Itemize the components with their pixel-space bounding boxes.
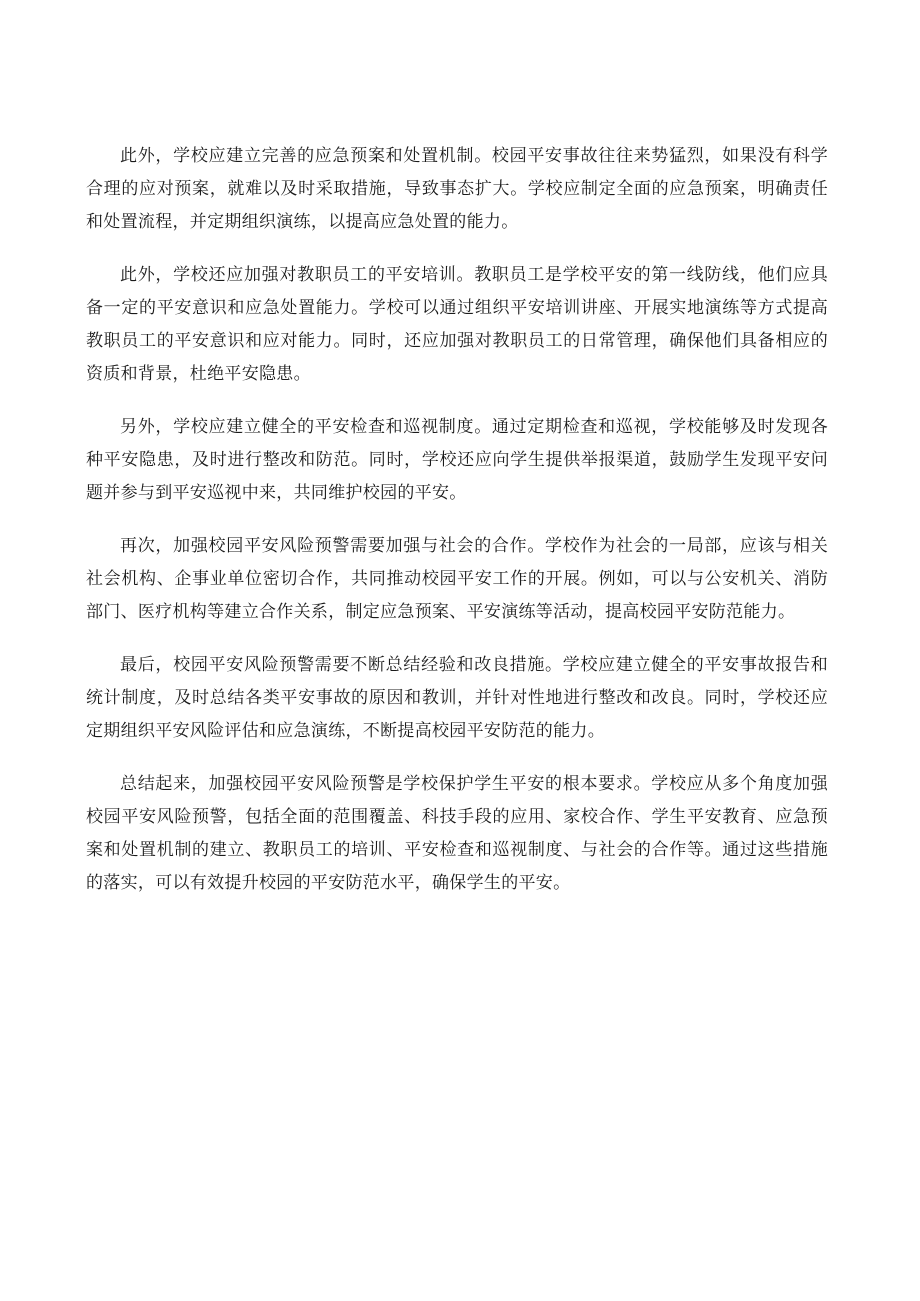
paragraph-staff-training: 此外，学校还应加强对教职员工的平安培训。教职员工是学校平安的第一线防线，他们应具备一定的平安意识和应急处置能力。学校可以通过组织平安培训讲座、开展实地演练等方式提高教职员工的平安意识和应对能力。同时，还应加强对教职员工的日常管理，确保他们具备相应的资质和背景，杜绝平安隐患。 [86,265,828,384]
paragraph-emergency-plan: 此外，学校应建立完善的应急预案和处置机制。校园平安事故往往来势猛烈，如果没有科学合理的应对预案，就难以及时采取措施，导致事态扩大。学校应制定全面的应急预案，明确责任和处置流程，并定期组织演练，以提高应急处置的能力。 [86,146,828,232]
paragraph-inspection-system: 另外，学校应建立健全的平安检查和巡视制度。通过定期检查和巡视，学校能够及时发现各种平安隐患，及时进行整改和防范。同时，学校还应向学生提供举报渠道，鼓励学生发现平安问题并参与到平安巡视中来，共同维护校园的平安。 [86,417,828,503]
paragraph-experience-summary: 最后，校园平安风险预警需要不断总结经验和改良措施。学校应建立健全的平安事故报告和统计制度，及时总结各类平安事故的原因和教训，并针对性地进行整改和改良。同时，学校还应定期组织平安风险评估和应急演练，不断提高校园平安防范的能力。 [86,655,828,741]
paragraph-social-cooperation: 再次，加强校园平安风险预警需要加强与社会的合作。学校作为社会的一局部，应该与相关社会机构、企事业单位密切合作，共同推动校园平安工作的开展。例如，可以与公安机关、消防部门、医疗机构等建立合作关系，制定应急预案、平安演练等活动，提高校园平安防范能力。 [86,536,828,622]
paragraph-conclusion: 总结起来，加强校园平安风险预警是学校保护学生平安的根本要求。学校应从多个角度加强校园平安风险预警，包括全面的范围覆盖、科技手段的应用、家校合作、学生平安教育、应急预案和处置机制的建立、教职员工的培训、平安检查和巡视制度、与社会的合作等。通过这些措施的落实，可以有效提升校园的平安防范水平，确保学生的平安。 [86,774,828,893]
document-body [86,140,828,920]
